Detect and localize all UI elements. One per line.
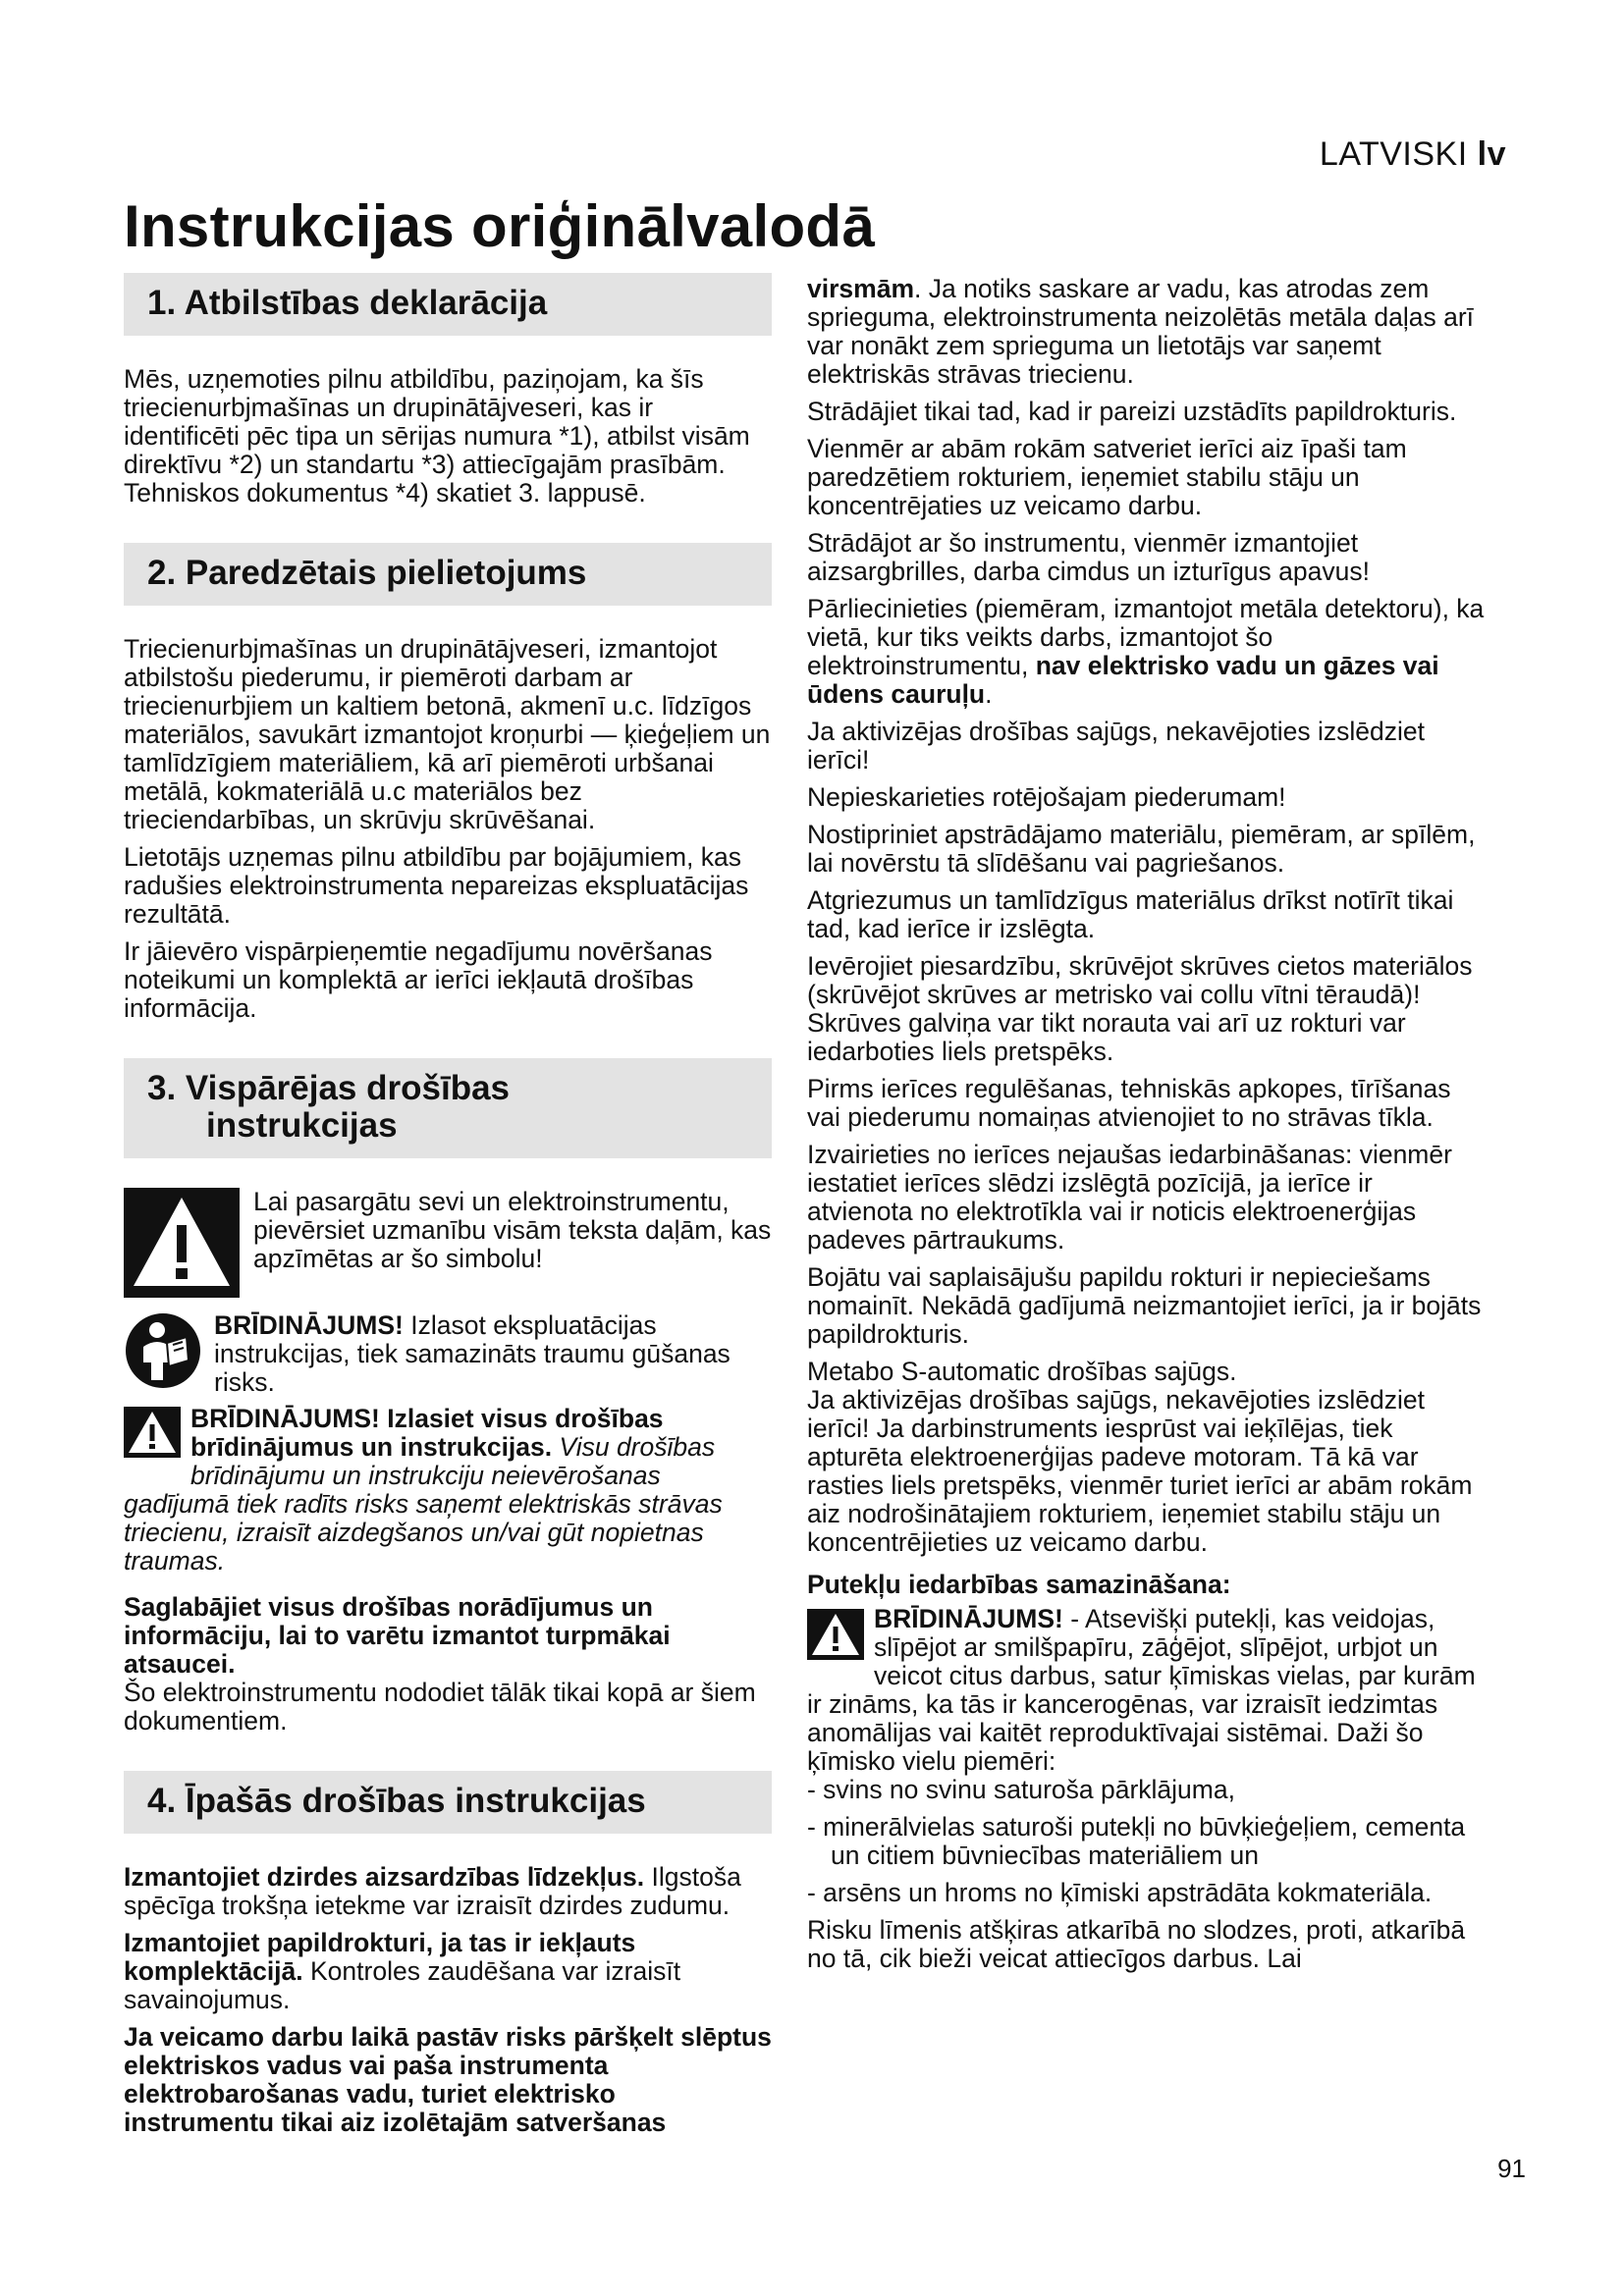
section-heading-1: 1. Atbilstības deklarācija bbox=[124, 273, 772, 336]
aux-handle-body: Kontroles zaudēšana var izraisīt savainojumus. bbox=[124, 1956, 681, 2014]
read-manual-icon bbox=[124, 1311, 202, 1396]
symbol-notice-text: Lai pasargātu sevi un elektroinstrumentu, pievērsiet uzmanību visām teksta daļām, kas apzīmētas ar šo simbolu! bbox=[253, 1187, 772, 1273]
keep-instructions-text: Šo elektroinstrumentu nododiet tālāk tikai kopā ar šiem dokumentiem. bbox=[124, 1678, 756, 1735]
aux-handle-bold: Izmantojiet papildrokturi, ja tas ir iekļauts komplektācijā. bbox=[124, 1928, 636, 1986]
page-title: Instrukcijas oriģinālvalodā bbox=[124, 193, 876, 259]
s-automatic-title: Metabo S-automatic drošības sajūgs. bbox=[807, 1357, 1237, 1386]
hidden-wires-bold: Ja veicamo darbu laikā pastāv risks pāršķelt slēptus elektriskos vadus vai paša instrumenta elektrobarošanas vadu, turiet elektrisko instrumentu tikai aiz izolētajām satveršanas bbox=[124, 2022, 772, 2137]
list-item: - arsēns un hroms no ķīmiski apstrādāta kokmateriāla. bbox=[807, 1878, 1433, 1907]
language-code: lv bbox=[1477, 135, 1506, 173]
live-wire-text bbox=[807, 275, 1485, 389]
small-warning-triangle-icon bbox=[124, 1407, 181, 1464]
list-item: - svins no svinu saturoša pārklājuma, bbox=[807, 1775, 1235, 1804]
read-manual-warning bbox=[124, 1311, 772, 1397]
language-header bbox=[1320, 135, 1506, 174]
dust-warning-triangle-icon bbox=[807, 1609, 864, 1666]
keep-instructions-label: Saglabājiet visus drošības norādījumus un informāciju, lai to varētu izmantot turpmākai atsaucei. bbox=[124, 1592, 671, 1679]
detector-body: Pārliecinieties (piemēram, izmantojot metāla detektoru), ka vietā, kur tiks veikts darbs, izmantojot šo elektroinstrumentu, bbox=[807, 594, 1485, 680]
list-item: - minerālvielas saturoši putekļi no būvķieģeļiem, cementa un citiem būvniecības materiāliem un bbox=[807, 1812, 1466, 1870]
dust-warning bbox=[807, 1605, 1485, 1776]
dust-warning-body: - Atsevišķi putekļi, kas veidojas, slīpējot ar smilšpapīru, zāģējot, slīpējot, urbjot un veicot citus darbus, satur ķīmiskas vielas, par kurām ir zināms, ka tās ir kancerogēnas, var izraisīt iedzimtas anomālijas vai kaitēt reproduktīvajai sistēmai. Daži šo ķīmisko vielu piemēri: bbox=[807, 1604, 1476, 1776]
read-manual-body: Izlasot ekspluatācijas instrukcijas, tiek samazināts traumu gūšanas risks. bbox=[214, 1310, 731, 1397]
clamp-workpiece-text: Nostipriniet apstrādājamo materiālu, piemēram, ar spīlēm, lai novērstu tā slīdēšanu vai pagriešanos. bbox=[807, 820, 1476, 878]
section-heading-3-line1: 3. Vispārējas drošības bbox=[147, 1069, 511, 1107]
detector-end: . bbox=[985, 679, 993, 709]
liability-text: Lietotājs uzņemas pilnu atbildību par bojājumiem, kas radušies elektroinstrumenta nepareizas ekspluatācijas rezultātā. bbox=[124, 842, 749, 929]
unintentional-start-text: Izvairieties no ierīces nejaušas iedarbināšanas: vienmēr iestatiet ierīces slēdzi izslēgtā pozīcijā, ja ierīce ir atvienota no elektrotīkla vai ir noticis elektroenerģijas padeves pārtraukums. bbox=[807, 1140, 1452, 1255]
aux-handle-installed-text: Strādājiet tikai tad, kad ir pareizi uzstādīts papildrokturis. bbox=[807, 397, 1457, 426]
live-wire-body: . Ja notiks saskare ar vadu, kas atrodas zem sprieguma, elektroinstrumenta neizolētās metāla daļas arī var nonākt zem sprieguma un lietotājs var saņemt elektriskās strāvas triecienu. bbox=[807, 274, 1475, 389]
warning-triangle-icon bbox=[124, 1188, 240, 1304]
hard-material-screws-text: Ievērojiet piesardzību, skrūvējot skrūves cietos materiālos (skrūvējot skrūves ar metrisko vai collu vītni tēraudā)! Skrūves galviņa var tikt norauta vai arī uz rokturi var iedarboties liels pretspēks. bbox=[807, 951, 1473, 1066]
left-column bbox=[124, 273, 772, 2146]
chips-removal-text: Atgriezumus un tamlīdzīgus materiālus drīkst notīrīt tikai tad, kad ierīce ir izslēgta. bbox=[807, 885, 1454, 943]
live-wire-bold: virsmām bbox=[807, 274, 915, 303]
language-label: LATVISKI bbox=[1319, 135, 1468, 173]
two-hands-text: Vienmēr ar abām rokām satveriet ierīci aiz īpaši tam paredzētiem rokturiem, ieņemiet stabilu stāju un koncentrējaties uz veicamo darbu. bbox=[807, 434, 1407, 520]
accident-rules-text: Ir jāievēro vispārpieņemtie negadījumu novēršanas noteikumi un komplektā ar ierīci iekļautā drošības informācija. bbox=[124, 936, 713, 1023]
symbol-notice bbox=[124, 1188, 772, 1304]
unplug-before-service-text: Pirms ierīces regulēšanas, tehniskās apkopes, tīrīšanas vai piederumu nomaiņas atvienojiet to no strāvas tīkla. bbox=[807, 1074, 1451, 1132]
dust-title-label: Putekļu iedarbības samazināšana: bbox=[807, 1570, 1231, 1599]
dust-warning-label: BRĪDINĀJUMS! bbox=[874, 1604, 1063, 1633]
section-heading-2: 2. Paredzētais pielietojums bbox=[124, 543, 772, 606]
warning-label: BRĪDINĀJUMS! bbox=[214, 1310, 404, 1340]
hearing-protection-body: Ilgstoša spēcīga trokšņa ietekme var izraisīt dzirdes zudumu. bbox=[124, 1862, 741, 1920]
intended-use-text: Triecienurbjmašīnas un drupinātājveseri, izmantojot atbilstošu piederumu, ir piemēroti darbam ar triecienurbjiem un kaltiem betonā, akmenī u.c. līdzīgos materiālos, savukārt izmantojot kroņurbi — ķieģeļiem un tamlīdzīgiem materiāliem, kā arī piemēroti urbšanai metālā, kokmateriālā u.c materiālos bez trieciendarbības, un skrūvju skrūvēšanai. bbox=[124, 634, 771, 834]
detector-bold: nav elektrisko vadu un gāzes vai ūdens cauruļu bbox=[807, 651, 1439, 709]
section-heading-3-line2: instrukcijas bbox=[206, 1106, 398, 1145]
page-number: 91 bbox=[1497, 2154, 1526, 2183]
protective-gear-text: Strādājot ar šo instrumentu, vienmēr izmantojiet aizsargbrilles, darba cimdus un izturīgus apavus! bbox=[807, 528, 1370, 586]
rotating-accessory-text: Nepieskarieties rotējošajam piederumam! bbox=[807, 782, 1286, 812]
aux-handle-text bbox=[124, 1929, 772, 2014]
read-all-warnings-bold: BRĪDINĀJUMS! Izlasiet visus drošības brīdinājumus un instrukcijas. bbox=[190, 1404, 664, 1462]
declaration-text: Mēs, uzņemoties pilnu atbildību, paziņojam, ka šīs triecienurbjmašīnas un drupinātājveseri, kas ir identificēti pēc tipa un sērijas numura *1), atbilst visām direktīvu *2) un standartu *3) attiecīgajām prasībām. Tehniskos dokumentus *4) skatiet 3. lappusē. bbox=[124, 364, 750, 507]
s-automatic-text: Ja aktivizējas drošības sajūgs, nekavējoties izslēdziet ierīci! Ja darbinstruments iesprūst vai ieķīlējas, tiek apturēta elektroenerģijas padeve motoram. Tā kā var rasties liels pretspēks, vienmēr turiet ierīci ar abām rokām aiz nodrošinātajiem rokturiem, ieņemiet stabilu stāju un koncentrējieties uz veicamo darbu. bbox=[807, 1385, 1473, 1557]
read-all-warnings bbox=[124, 1405, 772, 1575]
clutch-switch-off-text: Ja aktivizējas drošības sajūgs, nekavējoties izslēdziet ierīci! bbox=[807, 717, 1425, 774]
hearing-protection-text bbox=[124, 1863, 772, 1920]
risk-level-text: Risku līmenis atšķiras atkarībā no slodzes, proti, atkarībā no tā, cik bieži veicat attiecīgos darbus. Lai bbox=[807, 1915, 1466, 1973]
read-all-warnings-italic: Visu drošības brīdinājumu un instrukciju neievērošanas gadījumā tiek radīts risks saņemt elektriskās strāvas triecienu, izraisīt aizdegšanos un/vai gūt nopietnas traumas. bbox=[124, 1432, 723, 1575]
detector-text bbox=[807, 595, 1485, 709]
damaged-handle-text: Bojātu vai saplaisājušu papildu rokturi ir nepieciešams nomainīt. Nekādā gadījumā neizmantojiet ierīci, ja ir bojāts papildrokturis. bbox=[807, 1262, 1482, 1349]
section-heading-4: 4. Īpašās drošības instrukcijas bbox=[124, 1771, 772, 1834]
section-heading-3 bbox=[124, 1058, 772, 1158]
hidden-wires-text bbox=[124, 2023, 772, 2137]
read-manual-text bbox=[214, 1311, 772, 1397]
keep-instructions-bold bbox=[124, 1593, 772, 1679]
dust-title bbox=[807, 1571, 1485, 1599]
right-column bbox=[807, 275, 1485, 1982]
hearing-protection-bold: Izmantojiet dzirdes aizsardzības līdzekļus. bbox=[124, 1862, 645, 1892]
